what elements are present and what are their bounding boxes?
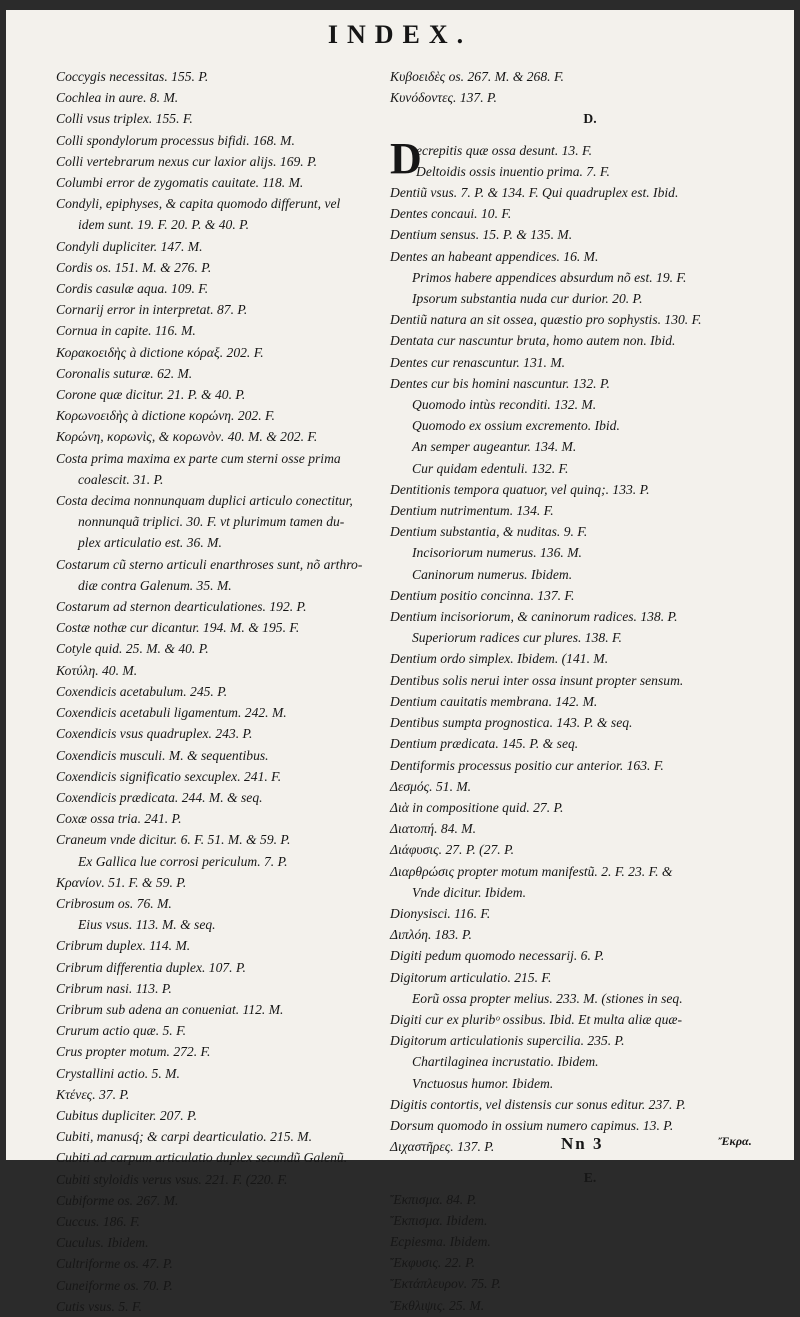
index-entry: Ecpiesma. Ibidem. <box>390 1233 491 1249</box>
index-entry: Cochlea in aure. 8. M. <box>56 90 179 106</box>
index-entry: Quomodo intùs reconditi. 132. M. <box>412 397 597 413</box>
index-entry: Craneum vnde dicitur. 6. F. 51. M. & 59. P. <box>56 832 291 848</box>
index-entry: Condyli, epiphyses, & capita quomodo differunt, vel <box>56 196 341 212</box>
index-entry: Eius vsus. 113. M. & seq. <box>78 917 216 933</box>
index-entry: Quomodo ex ossium excremento. Ibid. <box>412 418 620 434</box>
index-entry: Costarum ad sternon dearticulationes. 192. P. <box>56 599 307 615</box>
index-entry: Primos habere appendices absurdum nõ est. 19. F. <box>412 269 687 285</box>
index-entry: Dorsum quomodo in ossium numero capimus. 13. P. <box>390 1117 674 1133</box>
catchword: Ἔκρα. <box>718 1134 752 1148</box>
index-entry: Incisoriorum numerus. 136. M. <box>412 545 582 561</box>
index-entry: Dentium sensus. 15. P. & 135. M. <box>390 227 573 243</box>
index-entry: Cribrosum os. 76. M. <box>56 895 172 911</box>
index-entry: Ἔκπισμα. 84. P. <box>390 1191 477 1207</box>
index-entry: Dentata cur nascuntur bruta, homo autem non. Ibid. <box>390 333 676 349</box>
index-entry: Dentes an habeant appendices. 16. M. <box>390 248 599 264</box>
index-entry: Dentium cauitatis membrana. 142. M. <box>390 693 598 709</box>
index-entry: Vnctuosus humor. Ibidem. <box>412 1075 554 1091</box>
index-entry: Κορακοειδὴς à dictione κόραξ. 202. F. <box>56 344 264 360</box>
index-entry: Coxendicis acetabuli ligamentum. 242. M. <box>56 705 287 721</box>
index-entry: Cribrum differentia duplex. 107. P. <box>56 959 246 975</box>
index-entry: Διχαστῆρες. 137. P. <box>390 1139 495 1155</box>
index-entry: Deltoidis ossis inuentio prima. 7. F. <box>416 163 610 179</box>
index-entry: An semper augeantur. 134. M. <box>412 439 577 455</box>
index-entry: Crurum actio quæ. 5. F. <box>56 1023 187 1039</box>
index-entry: Κορώνη, κορωνὶς, & κορωνὸν. 40. M. & 202. F. <box>56 429 318 445</box>
index-entry: Coronalis suturæ. 62. M. <box>56 365 193 381</box>
index-entry: Dentiformis processus positio cur anterior. 163. F. <box>390 757 664 773</box>
index-entry: Dionysisci. 116. F. <box>390 905 491 921</box>
index-entry: Dentes cur renascuntur. 131. M. <box>390 354 566 370</box>
index-entry: Costarum cũ sterno articuli enarthroses sunt, nõ arthro- <box>56 556 363 572</box>
index-entry: Cribrum duplex. 114. M. <box>56 938 191 954</box>
index-entry: Digitorum articulatio. 215. F. <box>390 969 552 985</box>
index-entry: Dentium nutrimentum. 134. F. <box>390 503 554 519</box>
section-d-opening <box>390 133 790 183</box>
index-entry: Colli spondylorum processus bifidi. 168. M. <box>56 132 295 148</box>
index-entry: Caninorum numerus. Ibidem. <box>412 566 573 582</box>
index-entry: Dentium incisoriorum, & caninorum radices. 138. P. <box>390 609 678 625</box>
drop-cap-d: D <box>390 133 422 183</box>
index-entry: Κτένες. 37. P. <box>56 1086 130 1102</box>
index-entry: Διάφυσις. 27. P. (27. P. <box>390 842 515 858</box>
index-entry: Κρανίον. 51. F. & 59. P. <box>56 874 187 890</box>
index-entry: Dentiũ vsus. 7. P. & 134. F. Qui quadruplex est. Ibid. <box>390 185 679 201</box>
index-entry: Dentium substantia, & nuditas. 9. F. <box>390 524 588 540</box>
index-entry: Cordis casulæ aqua. 109. F. <box>56 281 209 297</box>
index-entry: Διατοπή. 84. M. <box>390 821 477 837</box>
index-entry: Cubitus dupliciter. 207. P. <box>56 1107 197 1123</box>
index-entry: Colli vertebrarum nexus cur laxior alijs. 169. P. <box>56 153 318 169</box>
index-entry: Corone quæ dicitur. 21. P. & 40. P. <box>56 387 246 403</box>
index-column-left <box>56 66 386 1317</box>
page-header: INDEX. <box>327 20 473 49</box>
index-entry: Chartilaginea incrustatio. Ibidem. <box>412 1054 599 1070</box>
index-entry: Coxæ ossa tria. 241. P. <box>56 811 182 827</box>
index-entry: Ἔκφυσις. 22. P. <box>390 1255 476 1271</box>
index-entry: Cutis vsus. 5. F. <box>56 1298 142 1314</box>
index-entry: Cribrum nasi. 113. P. <box>56 980 172 996</box>
index-entry: coalescit. 31. P. <box>78 471 164 487</box>
index-entry: Cubiti, manusq́; & carpi dearticulatio. 215. M. <box>56 1129 313 1145</box>
index-entry: Διαρθρώσις propter motum manifestũ. 2. F. 23. F. & <box>390 863 673 879</box>
section-letter-d: D. <box>583 111 597 127</box>
index-entry: plex articulatio est. 36. M. <box>78 535 222 551</box>
index-entry: Dentitionis tempora quatuor, vel quinq;. 133. P. <box>390 481 650 497</box>
index-entry: Cubiforme os. 267. M. <box>56 1192 179 1208</box>
index-entry: Vnde dicitur. Ibidem. <box>412 884 527 900</box>
index-entry: nonnunquã triplici. 30. F. vt plurimum tamen du- <box>78 514 345 530</box>
index-entry: Digiti pedum quomodo necessarij. 6. P. <box>390 948 605 964</box>
index-entry: Digitis contortis, vel distensis cur sonus editur. 237. P. <box>390 1096 686 1112</box>
index-entry: Dentiũ natura an sit ossea, quæstio pro sophystis. 130. F. <box>390 312 702 328</box>
index-entry: Digitorum articulationis supercilia. 235. P. <box>390 1033 625 1049</box>
index-entry: Dentes cur bis homini nascuntur. 132. P. <box>390 375 610 391</box>
index-entry: Δεσμός. 51. M. <box>390 778 472 794</box>
index-entry: Διὰ in compositione quid. 27. P. <box>390 799 564 815</box>
index-entry: Cotyle quid. 25. M. & 40. P. <box>56 641 209 657</box>
index-entry: Cuneiforme os. 70. P. <box>56 1277 173 1293</box>
index-entry: Superiorum radices cur plures. 138. F. <box>412 630 622 646</box>
index-entry: Crystallini actio. 5. M. <box>56 1065 180 1081</box>
index-entry: Coxendicis acetabulum. 245. P. <box>56 683 228 699</box>
index-entry: Dentes concaui. 10. F. <box>390 206 512 222</box>
index-entry: Cuccus. 186. F. <box>56 1213 140 1229</box>
index-entry: Dentibus solis nerui inter ossa insunt propter sensum. <box>390 672 684 688</box>
index-column-right <box>390 66 790 1316</box>
index-entry: Ex Gallica lue corrosi periculum. 7. P. <box>78 853 288 869</box>
index-entry: Eorũ ossa propter melius. 233. M. (stiones in seq. <box>412 990 683 1006</box>
index-entry: Ἔκπισμα. Ibidem. <box>390 1212 488 1228</box>
index-entry: Columbi error de zygomatis cauitate. 118. M. <box>56 175 304 191</box>
index-entry: Κοτύλη. 40. M. <box>56 662 138 678</box>
index-entry: Dentium prædicata. 145. P. & seq. <box>390 736 579 752</box>
index-entry: Cribrum sub adena an conueniat. 112. M. <box>56 1001 284 1017</box>
index-entry: Cuculus. Ibidem. <box>56 1235 149 1251</box>
index-entry: Διπλόη. 183. P. <box>390 927 472 943</box>
index-entry: Crus propter motum. 272. F. <box>56 1044 211 1060</box>
index-entry: Cubiti styloidis verus vsus. 221. F. (220. F. <box>56 1171 288 1187</box>
index-entry: Coxendicis prædicata. 244. M. & seq. <box>56 789 263 805</box>
section-letter-e: E. <box>583 1170 597 1186</box>
index-entry: diæ contra Galenum. 35. M. <box>78 577 232 593</box>
index-entry: Dentium positio concinna. 137. F. <box>390 587 575 603</box>
index-entry: Cur quidam edentuli. 132. F. <box>412 460 569 476</box>
index-entry: Cultriforme os. 47. P. <box>56 1256 173 1272</box>
index-entry: Dentibus sumpta prognostica. 143. P. & seq. <box>390 715 633 731</box>
index-entry: Dentium ordo simplex. Ibidem. (141. M. <box>390 651 609 667</box>
index-entry: Κυνόδοντες. 137. P. <box>390 90 497 106</box>
index-entry: Coxendicis significatio sexcuplex. 241. F. <box>56 768 282 784</box>
signature-mark: Nn 3 <box>561 1134 604 1153</box>
index-entry: ecrepitis quæ ossa desunt. 13. F. <box>416 142 592 158</box>
index-entry: Ἔκτάπλευρον. 75. P. <box>390 1276 501 1292</box>
index-entry: Cornua in capite. 116. M. <box>56 323 196 339</box>
index-entry: Digiti cur ex pluribᵒ ossibus. Ibid. Et multa aliæ quæ- <box>390 1011 682 1027</box>
index-entry: Colli vsus triplex. 155. F. <box>56 111 193 127</box>
index-entry: Κορωνοειδὴς à dictione κορώνη. 202. F. <box>56 408 275 424</box>
index-entry: Cordis os. 151. M. & 276. P. <box>56 259 212 275</box>
index-entry: Cornarij error in interpretat. 87. P. <box>56 302 248 318</box>
index-entry: Condyli dupliciter. 147. M. <box>56 238 203 254</box>
index-entry: Costa prima maxima ex parte cum sterni osse prima <box>56 450 341 466</box>
index-entry: idem sunt. 19. F. 20. P. & 40. P. <box>78 217 250 233</box>
index-entry: Κυβοειδὲς os. 267. M. & 268. F. <box>390 69 564 84</box>
index-entry: Cubiti ad carpum articulatio duplex secundũ Galenũ. <box>56 1150 348 1166</box>
index-entry: Coccygis necessitas. 155. P. <box>56 69 209 84</box>
index-entry: Ἔκθλιψις. 25. M. <box>390 1297 485 1313</box>
book-page <box>6 10 794 1314</box>
index-entry: Coxendicis vsus quadruplex. 243. P. <box>56 726 253 742</box>
index-entry: Ipsorum substantia nuda cur durior. 20. P. <box>412 291 643 307</box>
index-entry: Coxendicis musculi. M. & sequentibus. <box>56 747 269 763</box>
index-entry: Costæ nothæ cur dicantur. 194. M. & 195. F. <box>56 620 300 636</box>
index-entry: Costa decima nonnunquam duplici articulo conectitur, <box>56 493 353 509</box>
